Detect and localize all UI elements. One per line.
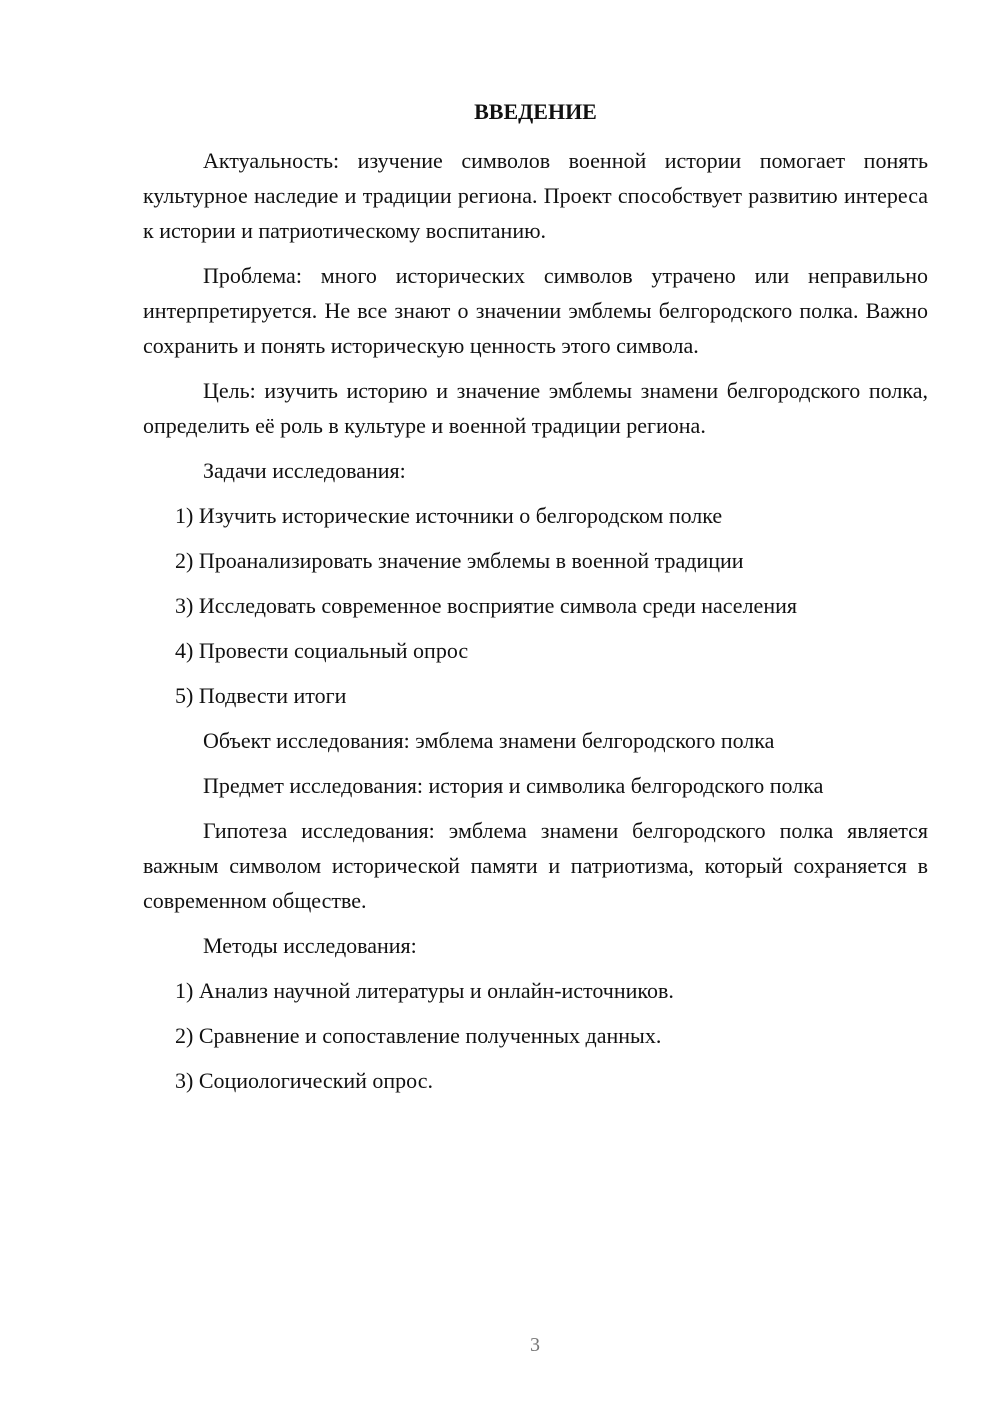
document-page <box>143 94 928 1108</box>
hypothesis-paragraph: Гипотеза исследования: эмблема знамени белгородского полка является важным символом исторической памяти и патриотизма, который сохраняется в современном обществе. <box>143 818 928 913</box>
methods-title: Методы исследования: <box>203 933 417 958</box>
problem-paragraph: Проблема: много исторических символов утрачено или неправильно интерпретируется. Не все знают о значении эмблемы белгородского полка. Важно сохранить и понять историческую ценность этого символа. <box>143 263 928 358</box>
method-item: 3) Социологический опрос. <box>175 1068 433 1093</box>
task-item: 3) Исследовать современное восприятие символа среди населения <box>175 593 797 618</box>
method-item: 1) Анализ научной литературы и онлайн-источников. <box>175 978 674 1003</box>
subject-paragraph: Предмет исследования: история и символика белгородского полка <box>203 773 824 798</box>
goal-paragraph: Цель: изучить историю и значение эмблемы знамени белгородского полка, определить её роль в культуре и военной традиции региона. <box>143 378 928 438</box>
page-number: 3 <box>530 1334 540 1356</box>
method-item: 2) Сравнение и сопоставление полученных данных. <box>175 1023 662 1048</box>
object-paragraph: Объект исследования: эмблема знамени белгородского полка <box>203 728 775 753</box>
task-item: 5) Подвести итоги <box>175 683 347 708</box>
task-item: 2) Проанализировать значение эмблемы в военной традиции <box>175 548 744 573</box>
task-item: 1) Изучить исторические источники о белгородском полке <box>175 503 723 528</box>
task-item: 4) Провести социальный опрос <box>175 638 469 663</box>
section-heading: ВВЕДЕНИЕ <box>474 99 597 124</box>
relevance-paragraph: Актуальность: изучение символов военной истории помогает понять культурное наследие и традиции региона. Проект способствует развитию интереса к истории и патриотическому воспитанию. <box>143 148 928 243</box>
tasks-title: Задачи исследования: <box>203 458 406 483</box>
